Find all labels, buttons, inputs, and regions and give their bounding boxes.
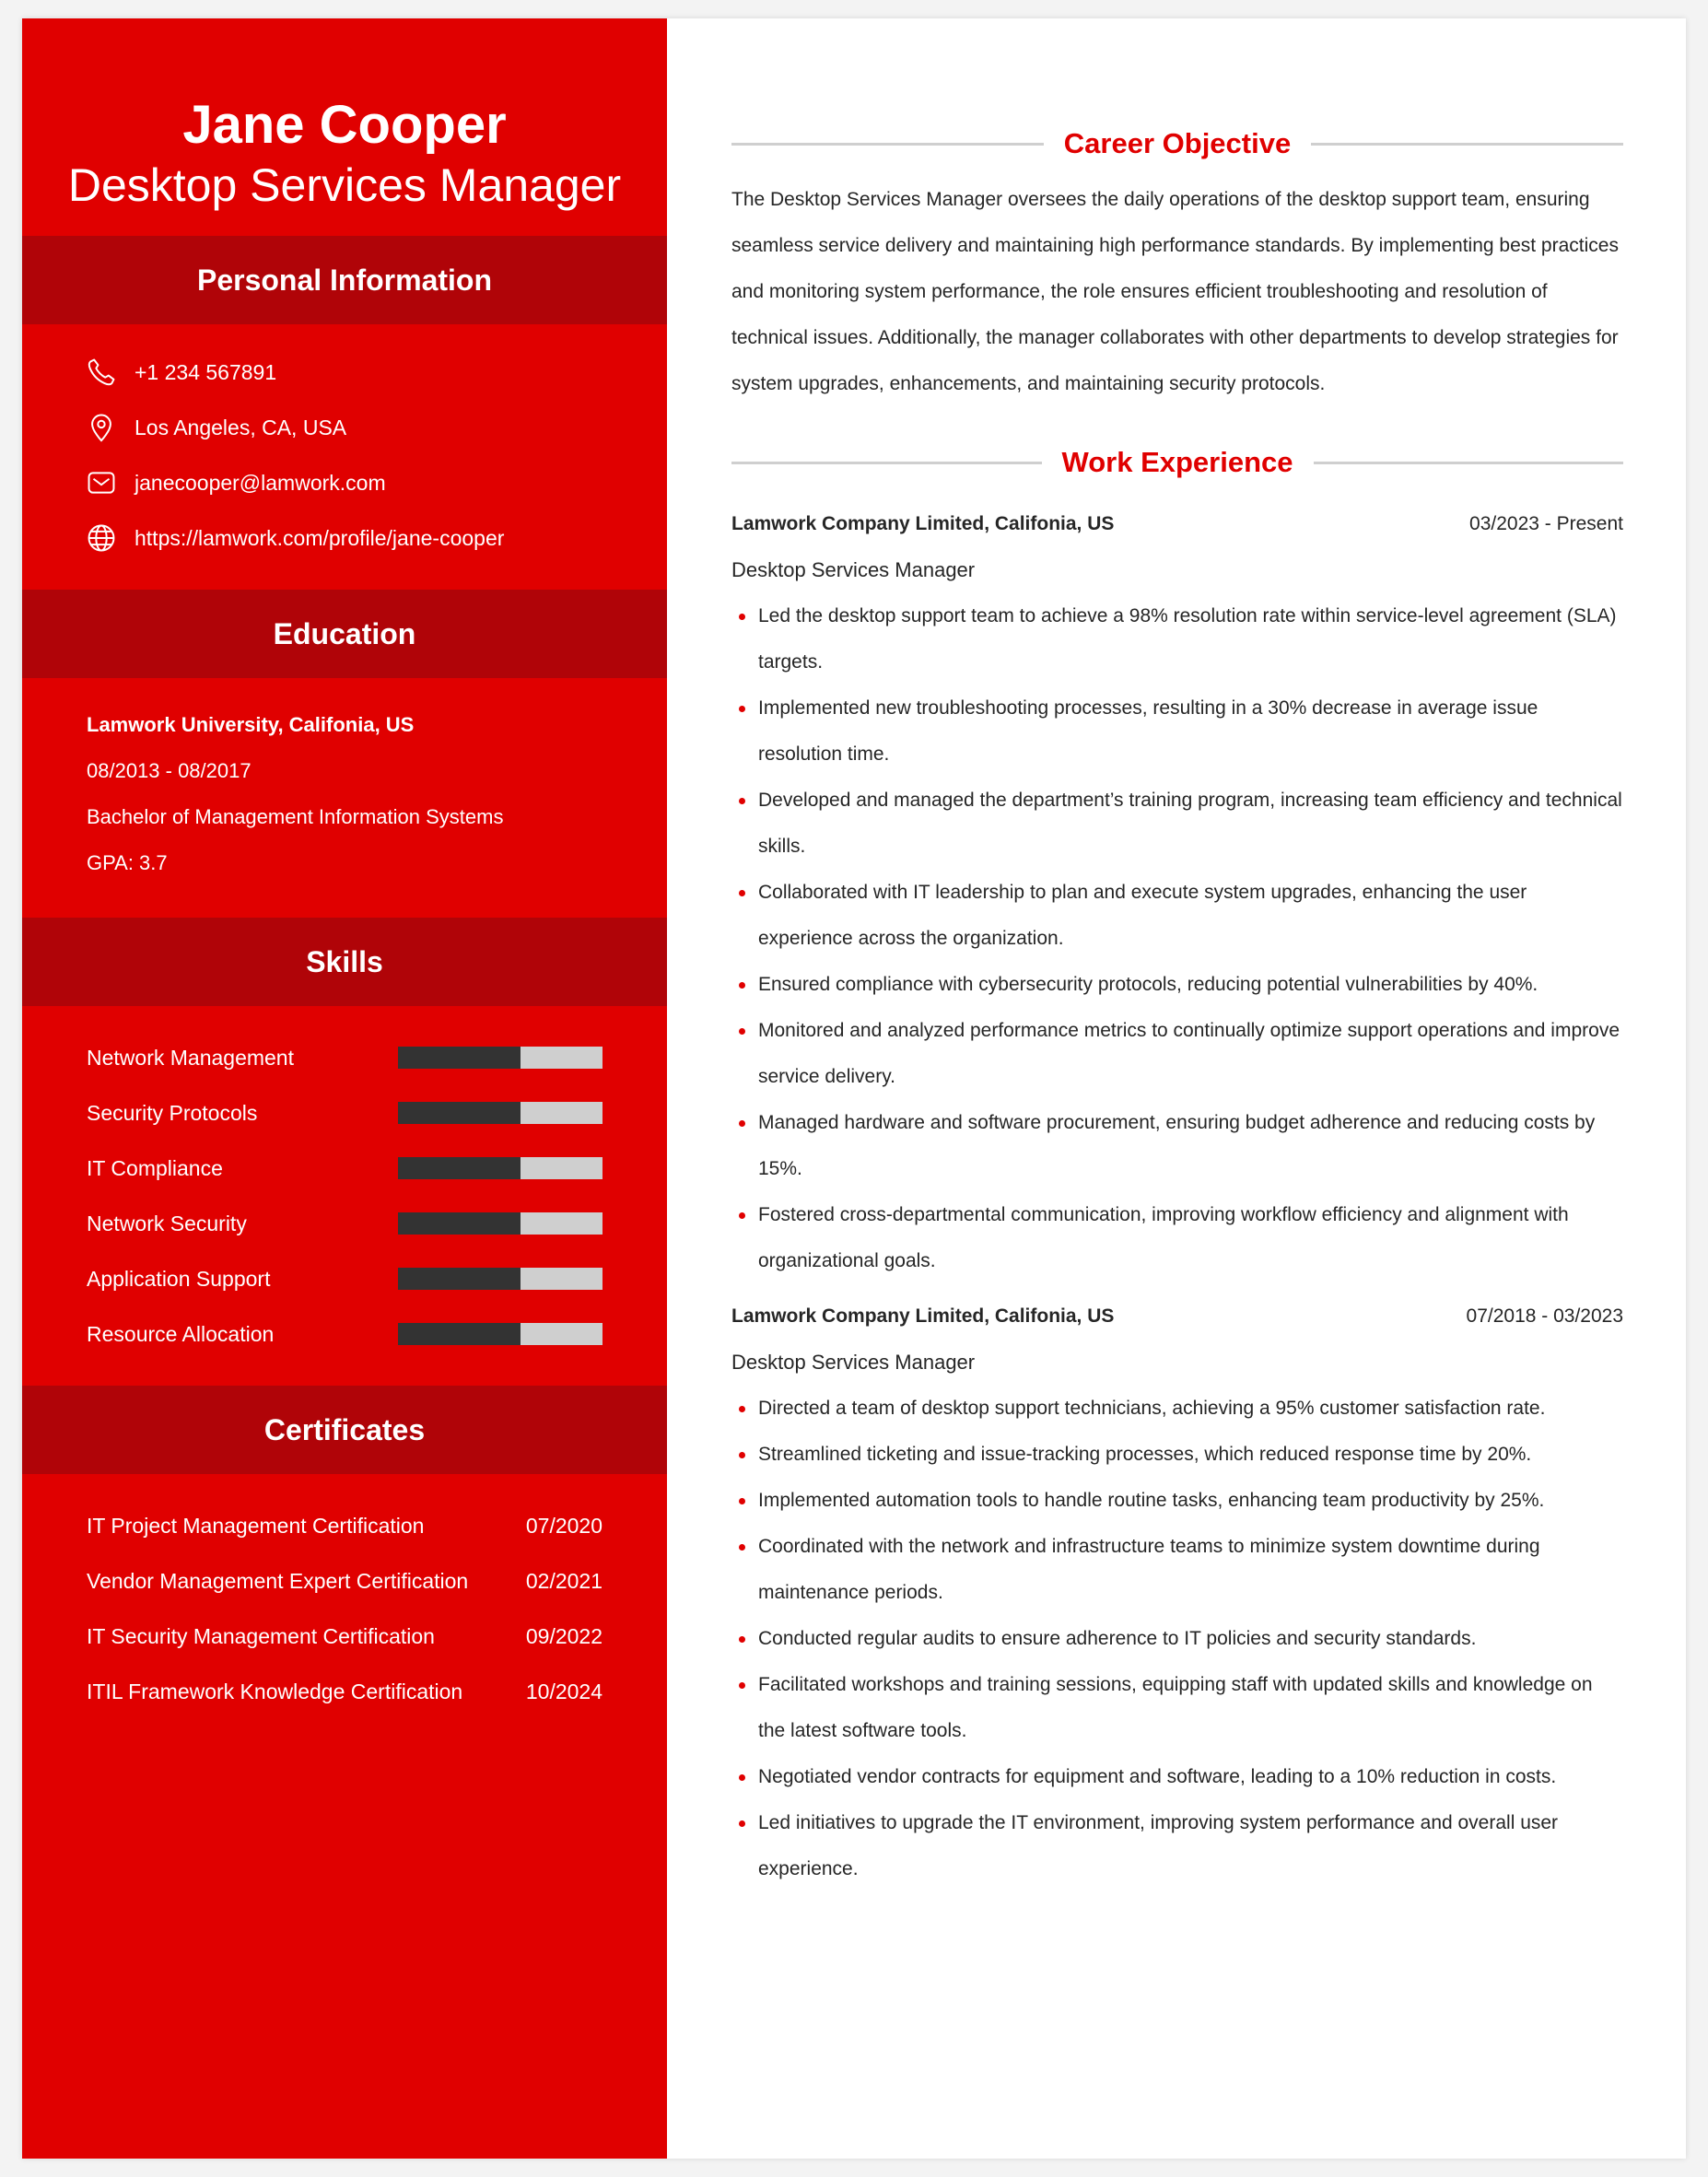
certificate-date: 09/2022 xyxy=(525,1623,602,1648)
job-dates: 03/2023 - Present xyxy=(1469,513,1623,534)
contact-email xyxy=(22,455,667,510)
skill-level-bar xyxy=(398,1102,602,1124)
certificate-name: Vendor Management Expert Certification xyxy=(87,1568,469,1593)
skill-level-bar xyxy=(398,1212,602,1235)
career-objective-text: The Desktop Services Manager oversees the daily operations of the desktop support team, ensuring seamless service delivery and maintaining high performance standards. By implementing best practices and monitoring system performance, the role ensures efficient troubleshooting and resolution of technical issues. Additionally, the manager collaborates with other departments to develop strategies for system upgrades, enhancements, and maintaining security protocols. xyxy=(731,189,1619,394)
section-title: Work Experience xyxy=(1061,446,1293,478)
phone-icon xyxy=(85,356,118,389)
career-objective-header xyxy=(731,125,1623,162)
job-company: Lamwork Company Limited, Califonia, US xyxy=(731,1305,1115,1327)
sidebar xyxy=(22,18,667,2159)
job-bullet: Coordinated with the network and infrastructure teams to minimize system downtime during maintenance periods. xyxy=(731,1524,1623,1616)
job-role: Desktop Services Manager xyxy=(731,558,976,581)
job-bullet: Streamlined ticketing and issue-tracking processes, which reduced response time by 20%. xyxy=(731,1432,1623,1478)
job-bullet: Implemented new troubleshooting processes, resulting in a 30% decrease in average issue resolution time. xyxy=(731,685,1623,778)
job-entry xyxy=(731,1293,1623,1892)
certificate-date: 02/2021 xyxy=(525,1568,602,1593)
personal-info-heading: Personal Information xyxy=(22,236,667,324)
section-title: Career Objective xyxy=(1063,127,1292,159)
email-link[interactable]: janecooper@lamwork.com xyxy=(135,470,386,495)
job-company: Lamwork Company Limited, Califonia, US xyxy=(731,513,1115,534)
name-block xyxy=(22,18,667,236)
skill-item xyxy=(87,1030,602,1085)
job-bullet: Developed and managed the department’s training program, increasing team efficiency and technical skills. xyxy=(731,778,1623,870)
skill-item xyxy=(87,1085,602,1141)
contact-location xyxy=(22,400,667,455)
job-bullet: Ensured compliance with cybersecurity protocols, reducing potential vulnerabilities by 40%. xyxy=(731,962,1623,1008)
job-bullet: Negotiated vendor contracts for equipment and software, leading to a 10% reduction in costs. xyxy=(731,1754,1623,1800)
candidate-name: Jane Cooper xyxy=(182,95,507,155)
contact-website xyxy=(22,510,667,566)
job-bullet: Led initiatives to upgrade the IT environment, improving system performance and overall user experience. xyxy=(731,1800,1623,1892)
job-bullet: Conducted regular audits to ensure adherence to IT policies and security standards. xyxy=(731,1616,1623,1662)
skill-name: Resource Allocation xyxy=(87,1321,275,1346)
job-header xyxy=(731,1293,1623,1340)
skill-name: Network Management xyxy=(87,1045,294,1070)
skills-heading: Skills xyxy=(22,918,667,1006)
skill-item xyxy=(87,1141,602,1196)
resume-page xyxy=(22,18,1686,2159)
website-link[interactable]: https://lamwork.com/profile/jane-cooper xyxy=(135,525,505,550)
work-experience-header xyxy=(731,444,1623,481)
job-dates: 07/2018 - 03/2023 xyxy=(1466,1305,1623,1327)
certificate-name: IT Project Management Certification xyxy=(87,1513,425,1538)
skill-item xyxy=(87,1251,602,1306)
certificates-list xyxy=(22,1474,667,1743)
education-gpa: GPA: 3.7 xyxy=(87,851,168,874)
contact-list xyxy=(22,324,667,590)
certificate-item xyxy=(87,1609,602,1664)
contact-phone xyxy=(22,345,667,400)
divider-line xyxy=(1314,462,1624,464)
skill-item xyxy=(87,1196,602,1251)
divider-line xyxy=(731,143,1044,146)
skills-list xyxy=(22,1006,667,1386)
education-school: Lamwork University, Califonia, US xyxy=(87,713,415,736)
education-degree: Bachelor of Management Information Systems xyxy=(87,805,504,828)
certificate-date: 07/2020 xyxy=(525,1513,602,1538)
location-pin-icon xyxy=(85,411,118,444)
skill-level-bar xyxy=(398,1323,602,1345)
job-bullet: Led the desktop support team to achieve a 98% resolution rate within service-level agreement (SLA) targets. xyxy=(731,593,1623,685)
skill-level-bar xyxy=(398,1268,602,1290)
skill-level-bar xyxy=(398,1047,602,1069)
certificate-name: ITIL Framework Knowledge Certification xyxy=(87,1679,463,1703)
skill-name: Application Support xyxy=(87,1266,271,1291)
certificate-date: 10/2024 xyxy=(525,1679,602,1703)
certificate-item xyxy=(87,1553,602,1609)
job-bullet: Managed hardware and software procurement, ensuring budget adherence and reducing costs by 15%. xyxy=(731,1100,1623,1192)
divider-line xyxy=(731,462,1042,464)
job-bullets xyxy=(731,593,1623,1284)
certificate-name: IT Security Management Certification xyxy=(87,1623,435,1648)
skill-level-fill xyxy=(398,1102,521,1124)
job-bullet: Implemented automation tools to handle routine tasks, enhancing team productivity by 25%. xyxy=(731,1478,1623,1524)
phone-text: +1 234 567891 xyxy=(135,359,277,384)
skill-level-fill xyxy=(398,1268,521,1290)
candidate-title: Desktop Services Manager xyxy=(67,159,622,211)
skill-name: Network Security xyxy=(87,1211,247,1235)
certificate-item xyxy=(87,1498,602,1553)
divider-line xyxy=(1311,143,1623,146)
job-bullet: Fostered cross-departmental communication, improving workflow efficiency and alignment with organizational goals. xyxy=(731,1192,1623,1284)
certificate-item xyxy=(87,1664,602,1719)
skill-level-fill xyxy=(398,1323,521,1345)
skill-level-fill xyxy=(398,1157,521,1179)
job-bullet: Directed a team of desktop support technicians, achieving a 95% customer satisfaction rate. xyxy=(731,1386,1623,1432)
certificates-heading: Certificates xyxy=(22,1386,667,1474)
email-icon xyxy=(85,466,118,499)
main-content xyxy=(731,18,1623,1892)
skill-name: IT Compliance xyxy=(87,1155,223,1180)
job-entry xyxy=(731,501,1623,1284)
job-role: Desktop Services Manager xyxy=(731,1351,976,1374)
skill-level-bar xyxy=(398,1157,602,1179)
education-dates: 08/2013 - 08/2017 xyxy=(87,759,252,782)
education-heading: Education xyxy=(22,590,667,678)
job-bullet: Facilitated workshops and training sessions, equipping staff with updated skills and knowledge on the latest software tools. xyxy=(731,1662,1623,1754)
education-block xyxy=(22,678,667,918)
skill-level-fill xyxy=(398,1212,521,1235)
skill-item xyxy=(87,1306,602,1362)
job-header xyxy=(731,501,1623,547)
job-bullet: Collaborated with IT leadership to plan and execute system upgrades, enhancing the user experience across the organization. xyxy=(731,870,1623,962)
job-bullet: Monitored and analyzed performance metrics to continually optimize support operations and improve service delivery. xyxy=(731,1008,1623,1100)
skill-name: Security Protocols xyxy=(87,1100,258,1125)
globe-icon xyxy=(85,521,118,555)
job-bullets xyxy=(731,1386,1623,1892)
location-text: Los Angeles, CA, USA xyxy=(135,415,347,439)
skill-level-fill xyxy=(398,1047,521,1069)
